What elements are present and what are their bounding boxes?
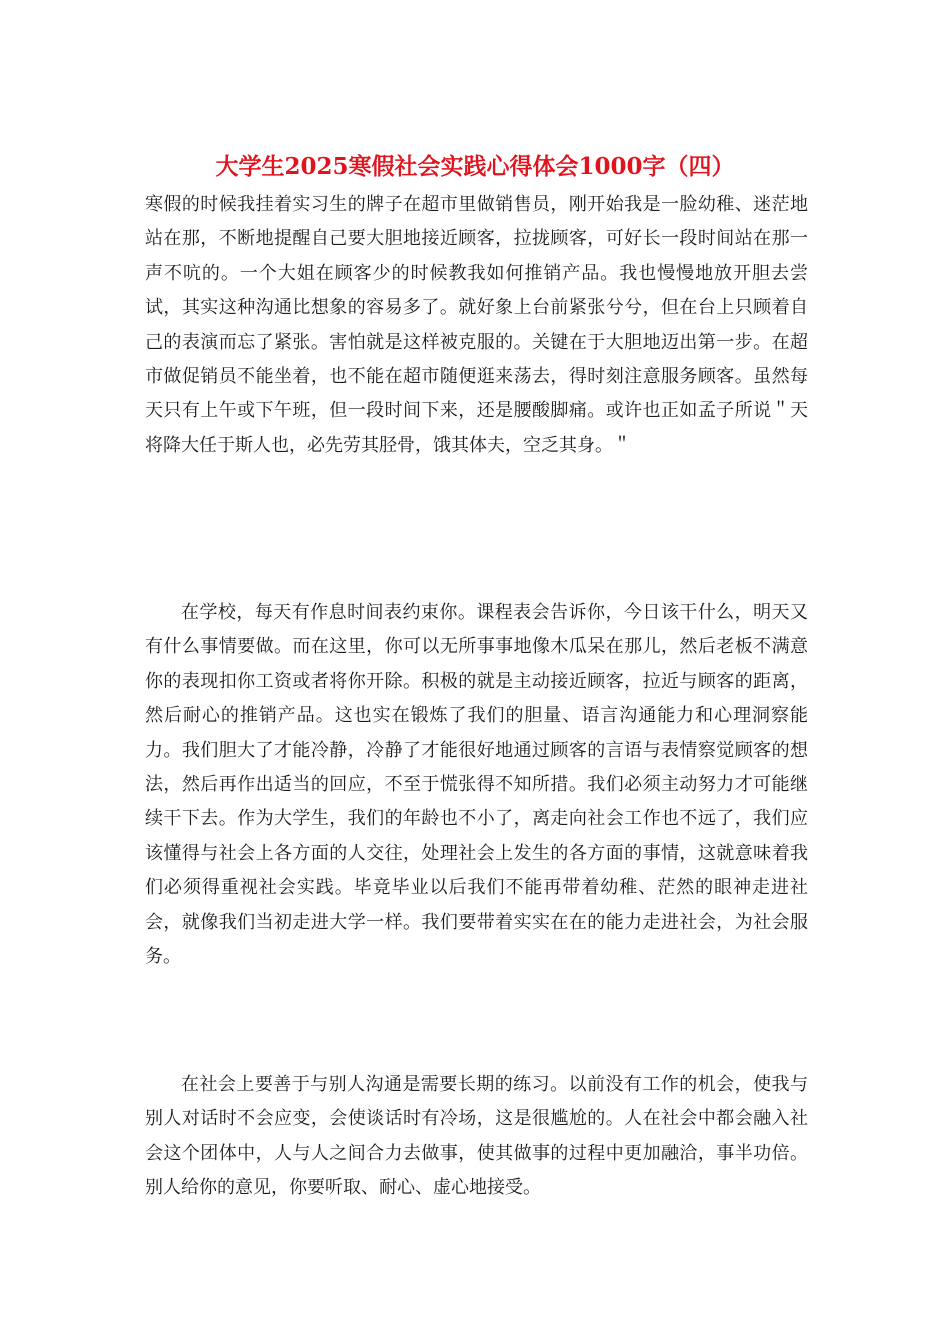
paragraph-2: 在学校，每天有作息时间表约束你。课程表会告诉你，今日该干什么，明天又有什么事情要做。而在这里，你可以无所事事地像木瓜呆在那儿，然后老板不满意你的表现扣你工资或者将你开除。积极的就是主动接近顾客，拉近与顾客的距离，然后耐心的推销产品。这也实在锻炼了我们的胆量、语言沟通能力和心理洞察能力。我们胆大了才能冷静，冷静了才能很好地通过顾客的言语与表情察觉顾客的想法，然后再作出适当的回应，不至于慌张得不知所措。我们必须主动努力才可能继续干下去。作为大学生，我们的年龄也不小了，离走向社会工作也不远了，我们应该懂得与社会上各方面的人交往，处理社会上发生的各方面的事情，这就意味着我们必须得重视社会实践。毕竟毕业以后我们不能再带着幼稚、茫然的眼神走进社会，就像我们当初走进大学一样。我们要带着实实在在的能力走进社会，为社会服务。 (145, 602, 808, 968)
paragraph-1: 寒假的时候我挂着实习生的牌子在超市里做销售员，刚开始我是一脸幼稚、迷茫地站在那，不断地提醒自己要大胆地接近顾客，拉拢顾客，可好长一段时间站在那一声不吭的。一个大姐在顾客少的时候教我如何推销产品。我也慢慢地放开胆去尝试，其实这种沟通比想象的容易多了。就好象上台前紧张兮兮，但在台上只顾着自己的表演而忘了紧张。害怕就是这样被克服的。关键在于大胆地迈出第一步。在超市做促销员不能坐着，也不能在超市随便逛来荡去，得时刻注意服务顾客。虽然每天只有上午或下午班，但一段时间下来，还是腰酸脚痛。或许也正如孟子所说＂天将降大任于斯人也，必先劳其胫骨，饿其体夫，空乏其身。＂ (145, 194, 808, 456)
document-title: 大学生2025寒假社会实践心得体会1000字（四） (215, 153, 735, 180)
paragraph-3: 在社会上要善于与别人沟通是需要长期的练习。以前没有工作的机会，使我与别人对话时不会应变，会使谈话时有冷场，这是很尴尬的。人在社会中都会融入社会这个团体中，人与人之间合力去做事，使其做事的过程中更加融洽，事半功倍。别人给你的意见，你要听取、耐心、虚心地接受。 (145, 1074, 808, 1199)
